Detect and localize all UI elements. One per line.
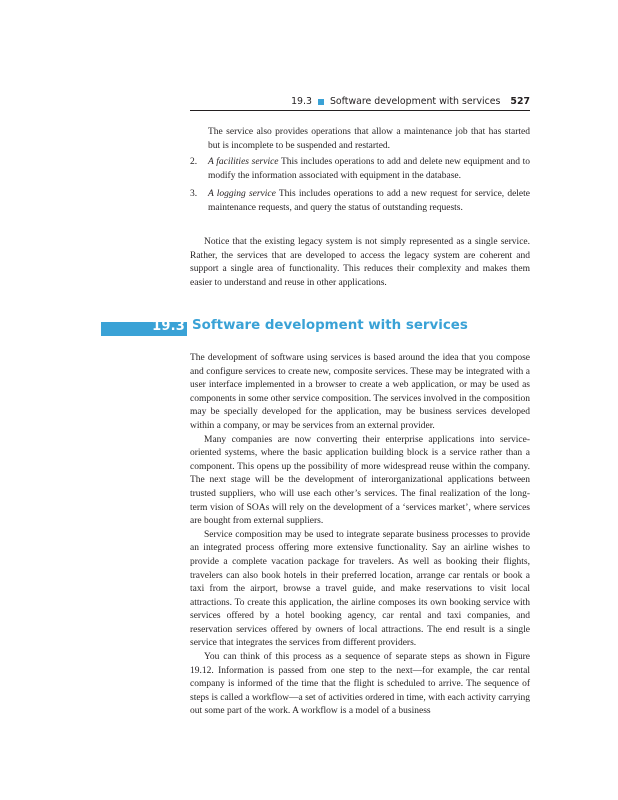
- section-number: 19.3: [152, 319, 185, 334]
- header-section-title: Software development with services: [329, 96, 501, 107]
- list-item: [190, 156, 530, 183]
- running-header: [291, 96, 530, 107]
- header-square-icon: [318, 99, 324, 105]
- header-rule: [190, 110, 530, 111]
- body-paragraph: The development of software using services is based around the idea that you compose and configure services to create new, composite services. These may be integrated with a user interface implemented in a browser to create a web application, or may be used as components in some other service composition. The services involved in the composition may be specially developed for the application, may be business services developed within a company, or may be services from an external provider.: [190, 353, 530, 431]
- service-list-item-3: [190, 188, 530, 215]
- body-paragraph: Many companies are now converting their enterprise applications into service-oriented systems, where the basic application building block is a service rather than a component. This opens up the possibility of more widespread reuse within the company. The next stage will be the development of interorganizational applications between trusted suppliers, who will use each other’s services. The final realization of the long-term vision of SOAs will rely on the development of a ‘services market’, where services are bought from external suppliers.: [190, 434, 530, 527]
- header-section-number: 19.3: [291, 96, 312, 107]
- list-item-number: 2.: [190, 157, 198, 167]
- notice-paragraph: Notice that the existing legacy system is not simply represented as a single service. Rather, the services that are developed to access the legacy system are coherent and support a single area of functionality. This reduces their complexity and makes them easier to understand and reuse in other applications.: [190, 237, 530, 288]
- body-paragraph: You can think of this process as a sequence of separate steps as shown in Figure 19.12. Information is passed from one step to the next—for example, the car rental company is informed of the time that the flight is scheduled to arrive. The sequence of steps is called a workflow—a set of activities ordered in time, with each activity carrying out some part of the work. A workflow is a model of a business: [190, 652, 530, 717]
- list-item-term: A logging service: [208, 189, 276, 199]
- section-title: Software development with services: [192, 318, 468, 333]
- section-heading: [0, 318, 618, 340]
- list-item-number: 3.: [190, 189, 198, 199]
- service-list-item-2: [190, 156, 530, 183]
- list-item-text: This includes operations to add and delete new equipment and to modify the information associated with equipment in the database.: [208, 157, 530, 181]
- list-item: [190, 188, 530, 215]
- continuation-paragraph: The service also provides operations that allow a maintenance job that has started but is incomplete to be suspended and restarted.: [208, 127, 530, 151]
- list-item-term: A facilities service: [208, 157, 279, 167]
- page-number: 527: [510, 96, 530, 107]
- body-paragraph: Service composition may be used to integrate separate business processes to provide an integrated process offering more extensive functionality. Say an airline wishes to provide a complete vacation package for travelers. As well as booking their flights, travelers can also book hotels in their preferred location, arrange car rentals or book a taxi from the airport, browse a travel guide, and make reservations to visit local attractions. To create this application, the airline composes its own booking service with services offered by a hotel booking agency, car rental and taxi companies, and reservation services offered by owners of local attractions. The end result is a single service that integrates the services from different providers.: [190, 529, 530, 649]
- section-body: [190, 352, 530, 719]
- list-item-text: This includes operations to add a new request for service, delete maintenance requests, and query the status of outstanding requests.: [208, 189, 531, 213]
